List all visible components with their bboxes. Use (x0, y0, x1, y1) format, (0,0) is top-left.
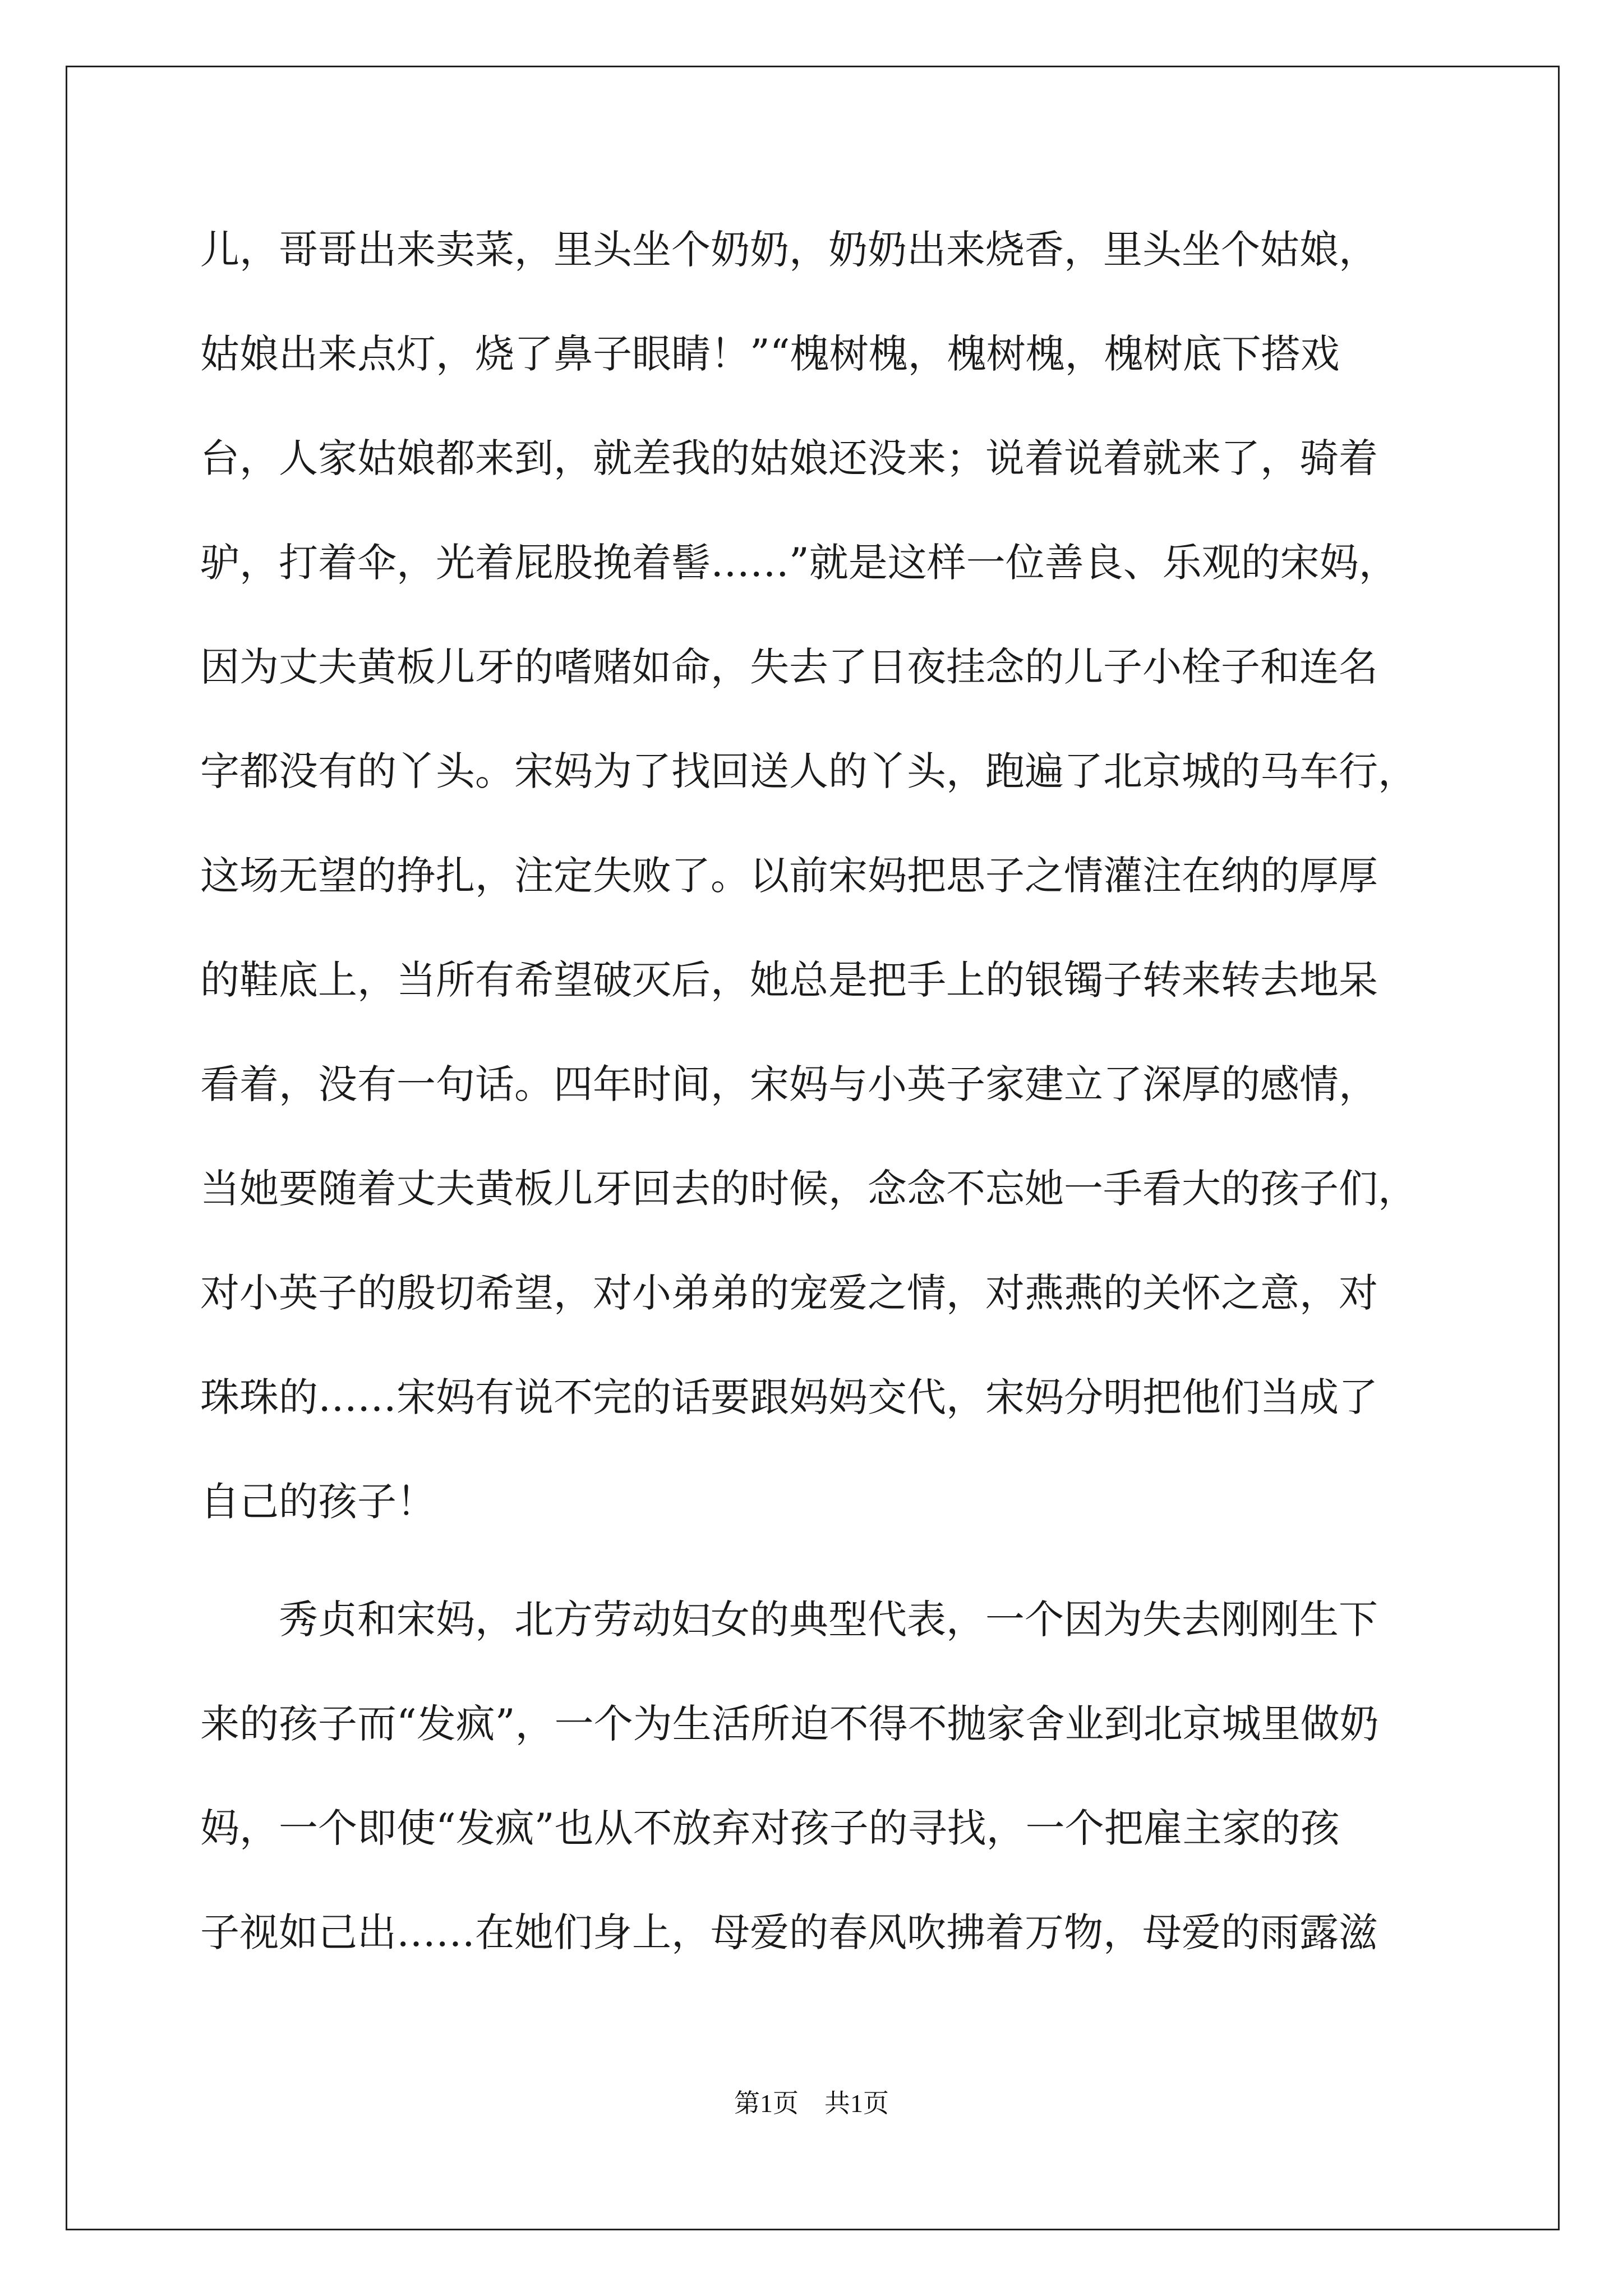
text-line: 台，人家姑娘都来到，就差我的姑娘还没来；说着说着就来了，骑着 (200, 435, 1378, 481)
paragraph-spacer (200, 1554, 1434, 1567)
paragraph-2 (200, 1567, 1434, 1985)
body-text (200, 197, 1434, 1985)
text-line: 儿，哥哥出来卖菜，里头坐个奶奶，奶奶出来烧香，里头坐个姑娘， (200, 227, 1378, 273)
text-line: 因为丈夫黄板儿牙的嗜赌如命，失去了日夜挂念的儿子小栓子和连名 (200, 644, 1378, 690)
text-line: 看着，没有一句话。四年时间，宋妈与小英子家建立了深厚的感情， (200, 1061, 1378, 1107)
text-line: 珠珠的……宋妈有说不完的话要跟妈妈交代，宋妈分明把他们当成了 (200, 1374, 1378, 1420)
text-line: 子视如己出……在她们身上，母爱的春风吹拂着万物，母爱的雨露滋 (200, 1910, 1378, 1955)
text-line: 的鞋底上，当所有希望破灭后，她总是把手上的银镯子转来转去地呆 (200, 957, 1378, 1003)
page-number: 第1页 共1页 (734, 2089, 889, 2118)
paragraph-1 (200, 197, 1434, 1554)
text-line: 妈，一个即使“发疯”也从不放弃对孩子的寻找，一个把雇主家的孩 (200, 1805, 1340, 1851)
text-line: 对小英子的殷切希望，对小弟弟的宠爱之情，对燕燕的关怀之意，对 (200, 1270, 1378, 1316)
text-line: 姑娘出来点灯，烧了鼻子眼睛！”“槐树槐，槐树槐，槐树底下搭戏 (200, 331, 1340, 377)
text-line: 自己的孩子！ (200, 1479, 436, 1525)
text-line: 字都没有的丫头。宋妈为了找回送人的丫头，跑遍了北京城的马车行， (200, 748, 1417, 794)
text-line: 秀贞和宋妈，北方劳动妇女的典型代表，一个因为失去刚刚生下 (279, 1596, 1378, 1642)
text-line: 驴，打着伞，光着屁股挽着髻……”就是这样一位善良、乐观的宋妈， (200, 540, 1398, 586)
text-line: 来的孩子而“发疯”，一个为生活所迫不得不抛家舍业到北京城里做奶 (200, 1701, 1379, 1747)
text-line: 当她要随着丈夫黄板儿牙回去的时候，念念不忘她一手看大的孩子们， (200, 1166, 1417, 1212)
text-line: 这场无望的挣扎，注定失败了。以前宋妈把思子之情灌注在纳的厚厚 (200, 853, 1378, 899)
